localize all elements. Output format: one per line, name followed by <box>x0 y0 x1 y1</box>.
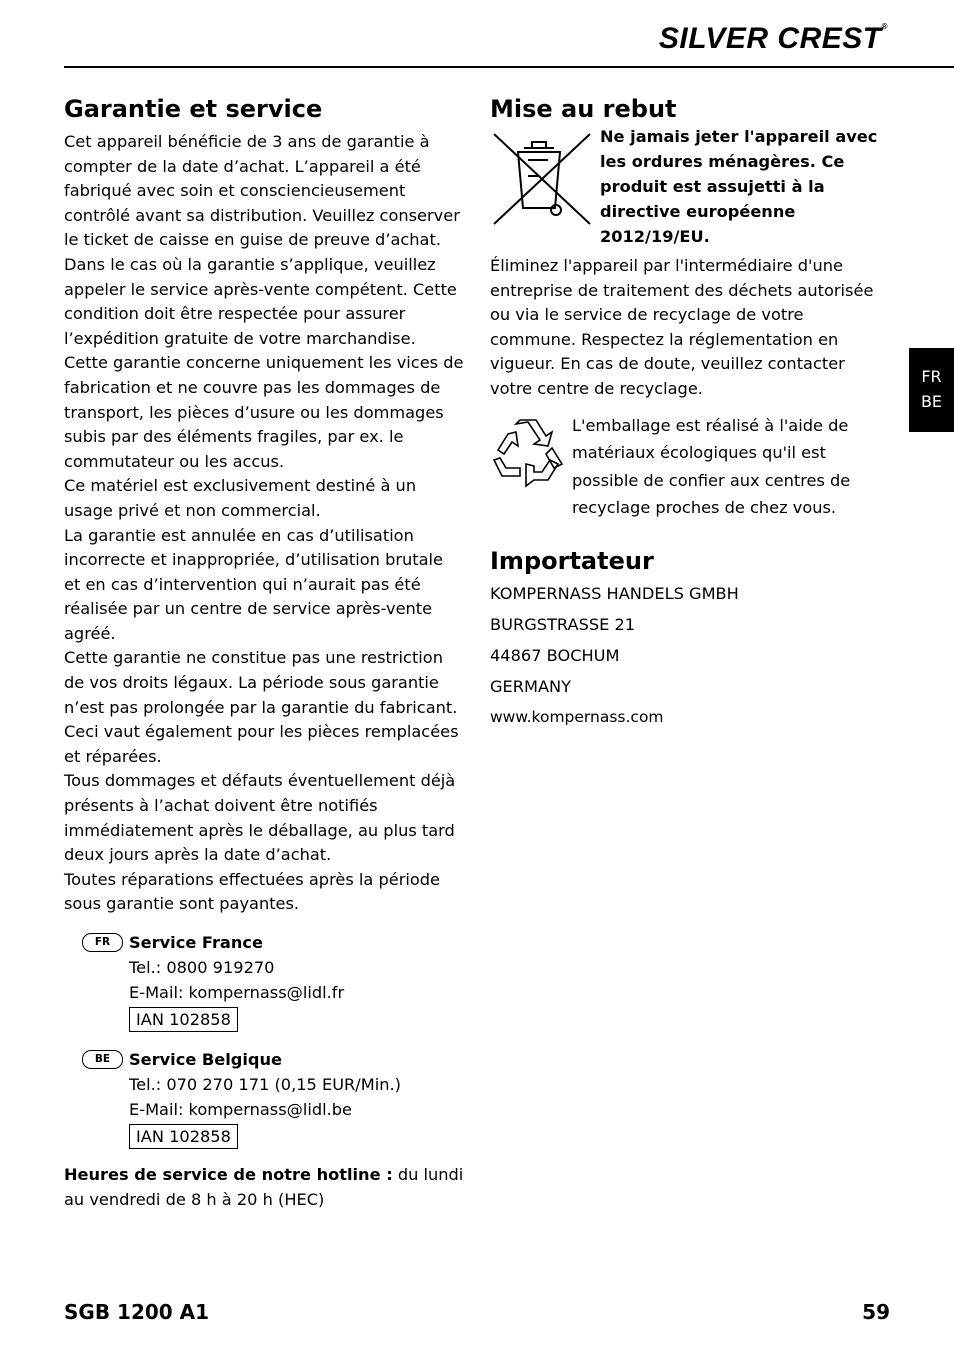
service-belgique <box>82 1047 462 1149</box>
garantie-paragraph: Cette garantie ne constitue pas une restriction de vos droits légaux. La période sous garantie n’est pas prolongée par la garantie du fabricant. Ceci vaut également pour les pièces remplacées et réparées. <box>64 648 459 766</box>
footer-model: SGB 1200 A1 <box>64 1300 210 1324</box>
garantie-section <box>64 94 464 917</box>
packaging-text: L'emballage est réalisé à l'aide de matériaux écologiques qu'il est possible de confier aux centres de recyclage proches de chez vous. <box>572 415 851 518</box>
recycle-icon <box>490 416 566 488</box>
garantie-paragraph: Cette garantie concerne uniquement les vices de fabrication et ne couvre pas les dommages de transport, les pièces d’usure ou les dommages subis par des éléments fragiles, par ex. le commutateur ou les accus. <box>64 353 464 471</box>
lang-fr: FR <box>921 367 942 386</box>
rebut-title: Mise au rebut <box>490 95 677 123</box>
garantie-paragraph: Tous dommages et défauts éventuellement déjà présents à l’achat doivent être notifiés immédiatement après le déballage, au plus tard deux jours après la date d’achat. <box>64 771 456 865</box>
brand-logo: SILVER CREST® <box>658 22 888 55</box>
page-number: 59 <box>862 1300 890 1324</box>
garantie-paragraph: Toutes réparations effectuées après la période sous garantie sont payantes. <box>64 869 440 914</box>
be-badge: BE <box>82 1050 123 1069</box>
address-line: GERMANY <box>490 676 572 696</box>
service-france <box>82 930 462 1032</box>
address-line: KOMPERNASS HANDELS GMBH <box>490 583 739 603</box>
garantie-title: Garantie et service <box>64 95 323 123</box>
hotline <box>64 1163 464 1212</box>
service-belgique-ian: IAN 102858 <box>129 1124 238 1149</box>
service-france-title: Service France <box>129 933 263 952</box>
header-rule <box>64 66 954 68</box>
service-france-ian: IAN 102858 <box>129 1007 238 1032</box>
hotline-label: Heures de service de notre hotline : <box>64 1165 393 1184</box>
crossed-bin-icon <box>490 130 594 228</box>
address-line: 44867 BOCHUM <box>490 645 620 665</box>
fr-badge: FR <box>82 933 123 952</box>
garantie-paragraph: Ce matériel est exclusivement destiné à un usage privé et non commercial. <box>64 476 417 520</box>
service-belgique-title: Service Belgique <box>129 1050 283 1069</box>
garantie-paragraph: La garantie est annulée en cas d’utilisation incorrecte et inappropriée, d’utilisation brutale et en cas d’intervention qui n’aurait pas été réalisée par un centre de service après-vente agréé. <box>64 525 443 643</box>
importateur-title: Importateur <box>490 546 654 575</box>
lang-be: BE <box>920 392 943 411</box>
hotline-text: du lundi au vendredi de 8 h à 20 h (HEC) <box>64 1165 464 1209</box>
disposal-warning: Ne jamais jeter l'appareil avec les ordures ménagères. Ce produit est assujetti à la directive européenne 2012/19/EU. <box>600 127 878 246</box>
service-belgique-email: E-Mail: kompernass@lidl.be <box>129 1100 353 1119</box>
language-tab <box>909 348 954 432</box>
website-link[interactable]: www.kompernass.com <box>490 707 664 726</box>
disposal-text: Éliminez l'appareil par l'intermédiaire d'une entreprise de traitement des déchets autorisée ou via le service de recyclage de votre commune. Respectez la réglementation en vigueur. En cas de doute, veuillez contacter votre centre de recyclage. <box>490 256 874 398</box>
service-france-email: E-Mail: kompernass@lidl.fr <box>129 983 345 1002</box>
service-belgique-tel: Tel.: 070 270 171 (0,15 EUR/Min.) <box>129 1075 401 1094</box>
right-column <box>490 94 890 733</box>
service-france-tel: Tel.: 0800 919270 <box>129 958 275 977</box>
address-line: BURGSTRASSE 21 <box>490 614 636 634</box>
garantie-paragraph: Cet appareil bénéficie de 3 ans de garantie à compter de la date d’achat. L’appareil a été fabriqué avec soin et consciencieusement contrôlé avant sa distribution. Veuillez conserver le ticket de caisse en guise de preuve d’achat. Dans le cas où la garantie s’applique, veuillez appeler le service après-vente compétent. Cette condition doit être respectée pour assurer l’expédition gratuite de votre marchandise. <box>64 132 460 348</box>
